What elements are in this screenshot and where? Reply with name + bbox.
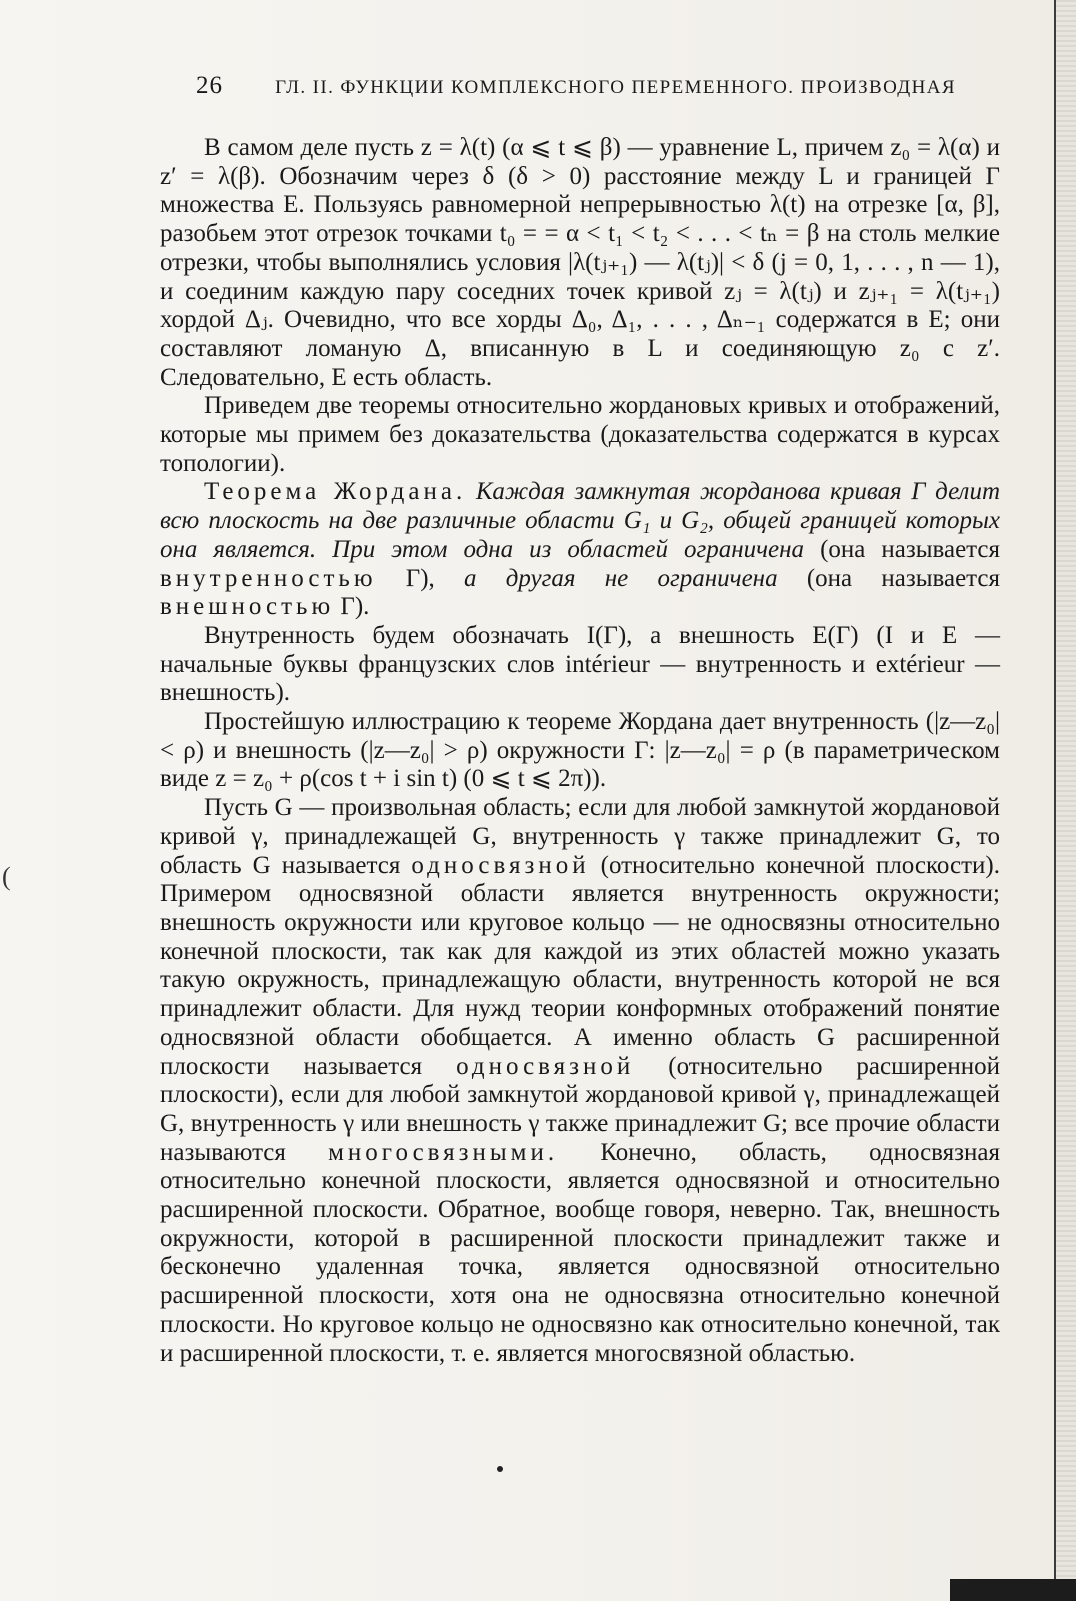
page-edge-shadow [1054,0,1076,1601]
paragraph-notation: Внутренность будем обозначать I(Γ), а внешность E(Γ) (I и E — начальные буквы французских слов intérieur — внутренность и extérieur — внешность). [160,621,1000,707]
paragraph-proof-end: В самом деле пусть z = λ(t) (α ⩽ t ⩽ β) — уравнение L, причем z₀ = λ(α) и z′ = λ(β). Обозначим через δ (δ > 0) расстояние между L и границей Γ множества E. Пользуясь равномерной непрерывностью λ(t) на отрезке [α, β], разобьем этот отрезок точками t₀ = = α < t₁ < t₂ < . . . < tₙ = β на столь мелкие отрезки, чтобы выполнялись условия |λ(tⱼ₊₁) — λ(tⱼ)| < δ (j = 0, 1, . . . , n — 1), и соединим каждую пару соседних точек кривой zⱼ = λ(tⱼ) и zⱼ₊₁ = λ(tⱼ₊₁) хордой Δⱼ. Очевидно, что все хорды Δ₀, Δ₁, . . . , Δₙ₋₁ содержатся в E; они составляют ломаную Δ, вписанную в L и соединяющую z₀ с z′. Следовательно, E есть область. [160,134,1000,391]
print-dot [497,1466,503,1472]
running-head [196,72,956,112]
theorem-paren-1-start: (она называется [820,535,1000,563]
term-simply-connected-1: односвязной [411,851,590,879]
margin-mark: ( [2,862,11,891]
paragraph-part-2: (относительно конечной плоскости). Примером односвязной области является внутренность окружности; внешность окружности или круговое кольцо — не односвязны относительно конечной плоскости, так как для каждой из этих областей можно указать такую окружность, принадлежащую области, внутренность которой не вся принадлежит области. Для нужд теории конформных отображений понятие односвязной области обобщается. А именно область G расширенной плоскости называется [160,851,1000,1080]
paragraph-illustration: Простейшую иллюстрацию к теореме Жордана дает внутренность (|z—z₀| < ρ) и внешность (|z—z₀| > ρ) окружности Γ: |z—z₀| = ρ (в параметрическом виде z = z₀ + ρ(cos t + i sin t) (0 ⩽ t ⩽ 2π)). [160,708,1000,793]
term-exterior: внешностью [160,593,335,621]
theorem-statement-2: а другая не ограничена [464,564,778,592]
paragraph-part-4: Конечно, область, односвязная относительно конечной плоскости, является односвязной и относительно расширенной плоскости. Обратное, вообще говоря, неверно. Так, внешность окружности, которой в расширенной плоскости принадлежит также и бесконечно удаленная точка, является односвязной относительно расширенной плоскости, хотя она не односвязна относительно конечной плоскости. Но круговое кольцо не односвязно как относительно конечной, так и расширенной плоскости, т. е. является многосвязной областью. [160,1138,1000,1367]
theorem-paren-1-end: Γ), [405,564,435,592]
theorem-paren-2-end: Γ). [340,593,370,621]
paragraph-part-1: Пусть G — произвольная область; если для любой замкнутой жордановой кривой γ, принадлежащей G, внутренность γ также принадлежит G, то область G называется [160,794,1000,879]
page-corner-shadow [950,1579,1076,1601]
page-number: 26 [196,72,223,99]
term-simply-connected-2: односвязной [456,1052,635,1080]
theorem-label: Теорема Жордана. [204,478,467,506]
chapter-title: ГЛ. II. ФУНКЦИИ КОМПЛЕКСНОГО ПЕРЕМЕННОГО. ПРОИЗВОДНАЯ [275,77,956,98]
paragraph-part-3: (относительно расширенной плоскости), если для любой замкнутой жордановой кривой γ, принадлежащей G, внутренность γ или внешность γ также принадлежит G; все прочие области называются [160,1052,1000,1166]
body-text [160,134,1000,1368]
theorem-statement: Каждая замкнутая жорданова кривая Γ делит всю плоскость на две различные области G₁ и G₂, общей границей которых она является. При этом одна из областей ограничена [160,478,1000,563]
term-multiply-connected: многосвязными. [328,1138,559,1166]
term-interior: внутренностью [160,564,377,592]
paragraph-theorems-intro: Приведем две теоремы относительно жордановых кривых и отображений, которые мы примем без доказательства (доказательства содержатся в курсах топологии). [160,392,1000,477]
paragraph-jordan-theorem [160,478,1000,622]
theorem-paren-2-start: (она называется [806,564,1000,592]
paragraph-simply-connected [160,794,1000,1368]
